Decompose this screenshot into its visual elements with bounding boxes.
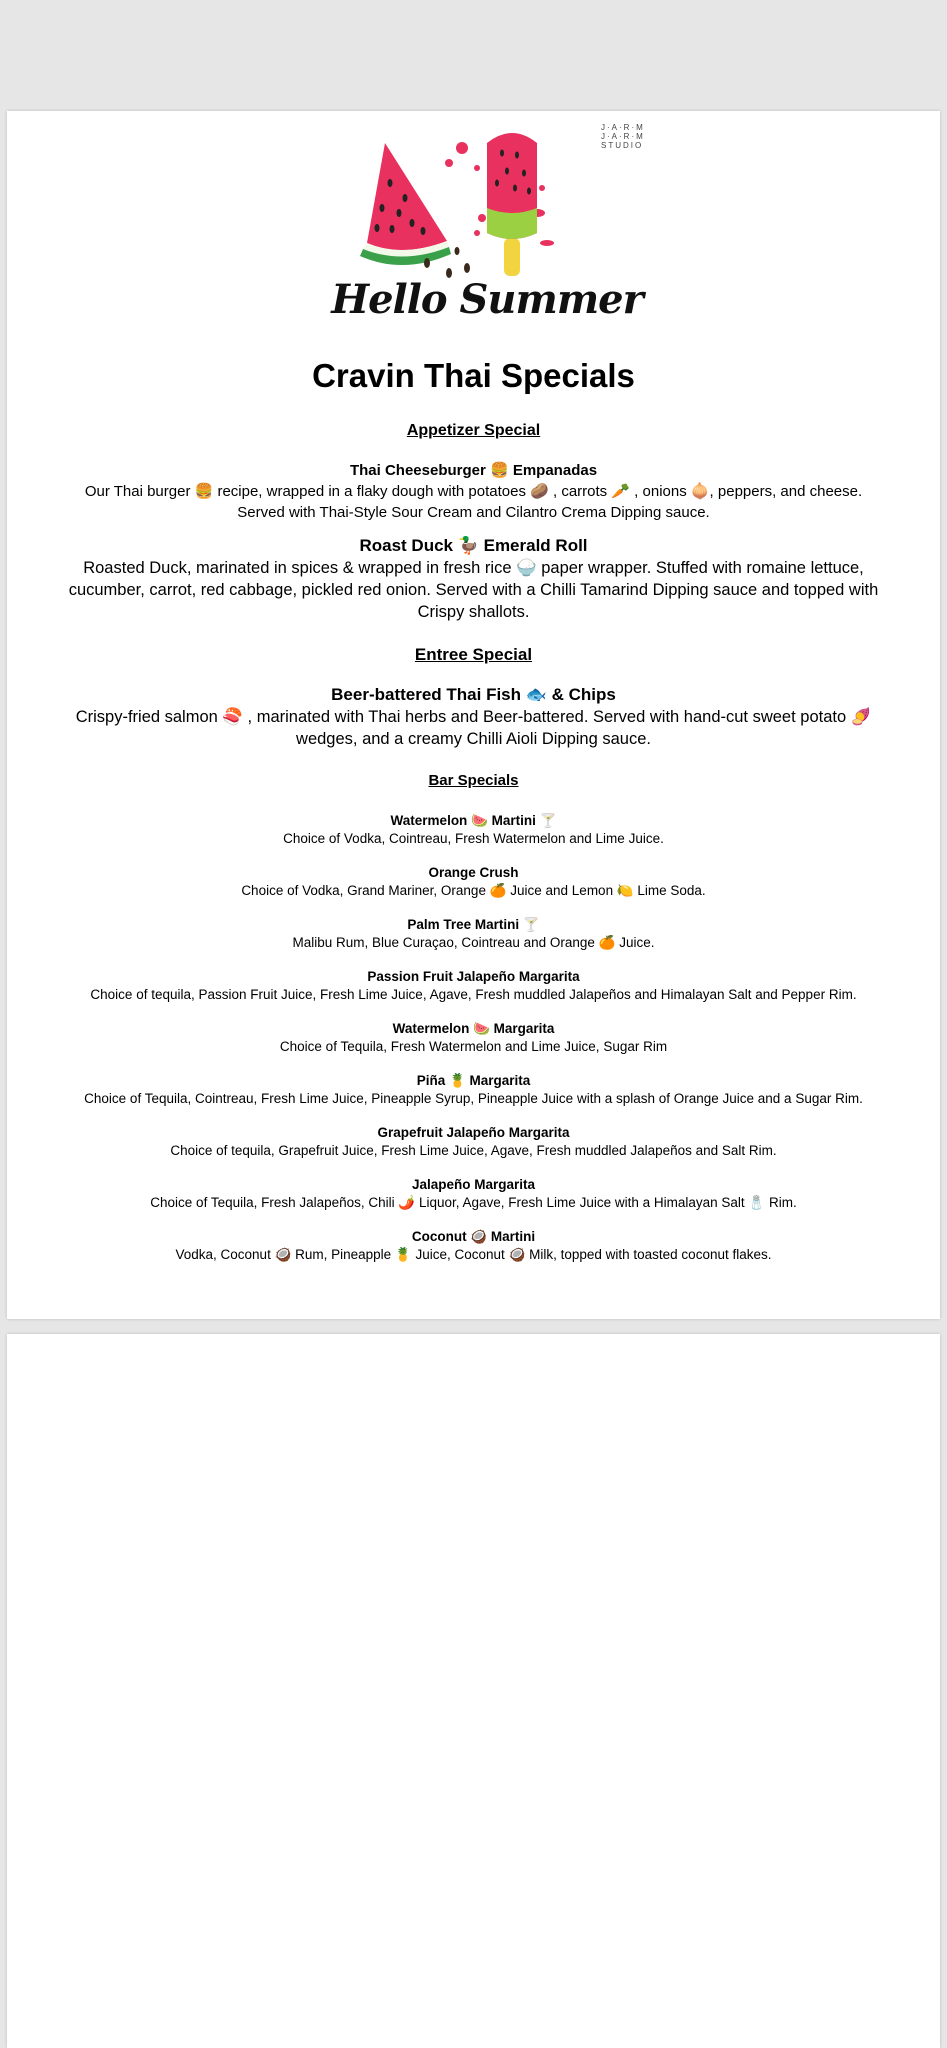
item-name: Watermelon 🍉 Martini 🍸 xyxy=(390,813,557,828)
item-name: Palm Tree Martini 🍸 xyxy=(407,917,540,932)
menu-item-emerald-roll xyxy=(7,535,940,623)
bar-item-passion-fruit-margarita xyxy=(7,968,940,1004)
item-name: Passion Fruit Jalapeño Margarita xyxy=(367,969,580,984)
item-description: Malibu Rum, Blue Curaçao, Cointreau and Orange 🍊 Juice. xyxy=(292,935,655,950)
menu-content xyxy=(7,356,940,1264)
item-description: Our Thai burger 🍔 recipe, wrapped in a flaky dough with potatoes 🥔 , carrots 🥕 , onions 🧅, peppers, and cheese. Served with Thai-Style Sour Cream and Cilantro Crema Dipping sauce. xyxy=(84,483,863,521)
bar-item-watermelon-martini xyxy=(7,812,940,848)
studio-mark: J·A·R·M J·A·R·M STUDIO xyxy=(601,123,645,150)
bar-item-orange-crush xyxy=(7,864,940,900)
bar-item-grapefruit-margarita xyxy=(7,1124,940,1160)
bar-item-watermelon-margarita xyxy=(7,1020,940,1056)
menu-item-fish-chips xyxy=(7,684,940,750)
item-description: Choice of tequila, Grapefruit Juice, Fresh Lime Juice, Agave, Fresh muddled Jalapeños and Salt Rim. xyxy=(170,1143,777,1158)
bar-item-palm-tree-martini xyxy=(7,916,940,952)
hello-summer-logo xyxy=(7,111,940,341)
item-name: Grapefruit Jalapeño Margarita xyxy=(377,1125,570,1140)
item-description: Choice of Tequila, Cointreau, Fresh Lime Juice, Pineapple Syrup, Pineapple Juice with a splash of Orange Juice and a Sugar Rim. xyxy=(84,1091,863,1106)
item-name: Roast Duck 🦆 Emerald Roll xyxy=(359,536,588,555)
item-name: Watermelon 🍉 Margarita xyxy=(392,1021,555,1036)
bar-item-jalapeno-margarita xyxy=(7,1176,940,1212)
item-name: Thai Cheeseburger 🍔 Empanadas xyxy=(349,462,598,479)
menu-page-2-blank xyxy=(7,1334,940,2048)
item-description: Vodka, Coconut 🥥 Rum, Pineapple 🍍 Juice, Coconut 🥥 Milk, topped with toasted coconut flakes. xyxy=(175,1247,772,1262)
item-name: Orange Crush xyxy=(428,865,519,880)
item-name: Coconut 🥥 Martini xyxy=(411,1229,536,1244)
bar-heading: Bar Specials xyxy=(428,772,519,789)
menu-page-1 xyxy=(7,111,940,1319)
bar-item-coconut-martini xyxy=(7,1228,940,1264)
item-name: Piña 🍍 Margarita xyxy=(416,1073,531,1088)
item-name: Beer-battered Thai Fish 🐟 & Chips xyxy=(331,685,616,704)
item-description: Choice of Tequila, Fresh Jalapeños, Chili 🌶️ Liquor, Agave, Fresh Lime Juice with a Himalayan Salt 🧂 Rim. xyxy=(150,1195,797,1210)
item-description: Choice of Tequila, Fresh Watermelon and Lime Juice, Sugar Rim xyxy=(279,1039,668,1054)
item-description: Choice of Vodka, Cointreau, Fresh Watermelon and Lime Juice. xyxy=(283,831,664,846)
bar-item-pina-margarita xyxy=(7,1072,940,1108)
item-name: Jalapeño Margarita xyxy=(411,1177,536,1192)
item-description: Roasted Duck, marinated in spices & wrapped in fresh rice 🍚 paper wrapper. Stuffed with romaine lettuce, cucumber, carrot, red cabbage, pickled red onion. Served with a Chilli Tamarind Dipping sauce and topped with Crispy shallots. xyxy=(68,559,879,621)
item-description: Choice of Vodka, Grand Mariner, Orange 🍊 Juice and Lemon 🍋 Lime Soda. xyxy=(241,883,706,898)
item-description: Choice of tequila, Passion Fruit Juice, Fresh Lime Juice, Agave, Fresh muddled Jalapeños and Himalayan Salt and Pepper Rim. xyxy=(90,987,857,1002)
hello-summer-script: Hello Summer xyxy=(331,276,643,323)
menu-title: Cravin Thai Specials xyxy=(312,357,635,394)
appetizer-heading: Appetizer Special xyxy=(406,422,541,439)
watermelon-popsicle-illustration xyxy=(357,123,607,283)
menu-item-empanadas xyxy=(7,461,940,523)
entree-heading: Entree Special xyxy=(414,645,533,664)
item-description: Crispy-fried salmon 🍣 , marinated with Thai herbs and Beer-battered. Served with hand-cut sweet potato 🍠 wedges, and a creamy Chilli Aioli Dipping sauce. xyxy=(75,708,872,748)
